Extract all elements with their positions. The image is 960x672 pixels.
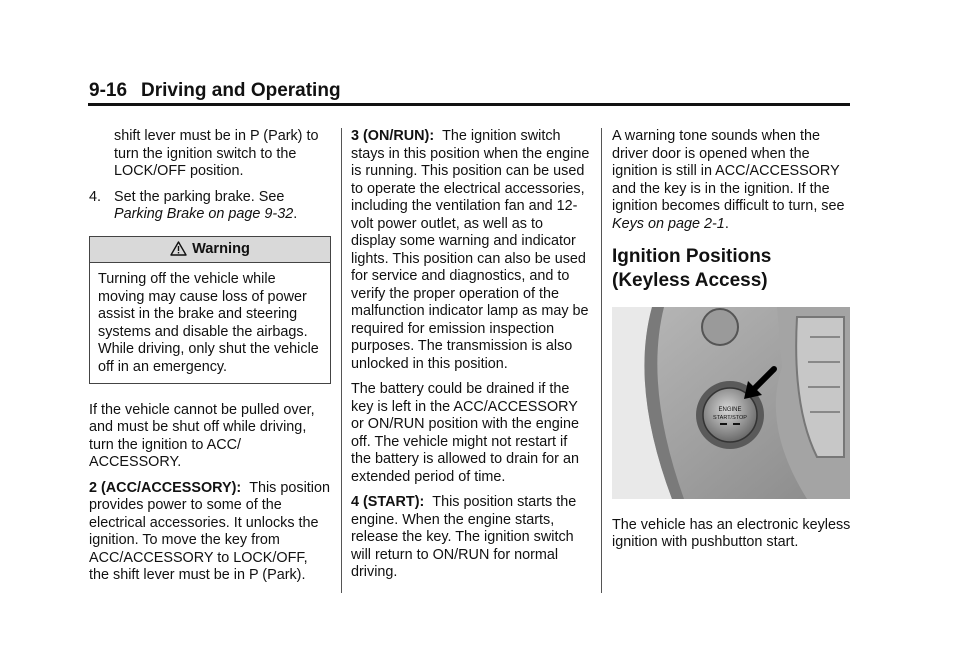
step-4 [89,189,331,224]
column-2 [351,128,591,590]
section-heading: Ignition Positions (Keyless Access) [612,246,772,291]
warning-title: Warning [192,240,250,257]
position-4-label: 4 (START): [351,494,425,510]
battery-paragraph: The battery could be drained if the key is left in the ACC/ACCESSORY or ON/RUN position with the engine off. The vehicle might not restart if the battery is allowed to drain for an extended period of time. [351,381,579,485]
button-label-start-stop: START/STOP [713,415,747,421]
section-title: Driving and Operating [141,80,341,101]
warning-box [89,236,331,384]
warning-tone-paragraph [612,128,852,233]
position-2-text: This position provides power to some of the electrical accessories. It unlocks the ignition. To move the key from ACC/ACCESSORY to LOCK/OFF, the shift lever must be in P (Park). [89,479,330,584]
header-rule [88,103,850,106]
keyless-paragraph: The vehicle has an electronic keyless ignition with pushbutton start. [612,516,851,550]
shutoff-paragraph: If the vehicle cannot be pulled over, and must be shut off while driving, turn the ignition to ACC/ ACCESSORY. [89,401,315,471]
warning-triangle-icon [170,241,187,256]
step-end: . [293,206,298,222]
position-4-paragraph [351,494,591,582]
step-cross-reference: Parking Brake on page 9-32 [114,206,294,222]
position-3-label: 3 (ON/RUN): [351,128,435,144]
position-4-text: This position starts the engine. When the engine starts, release the key. The ignition switch will return to ON/RUN for normal driving. [351,494,577,580]
step-number: 4. [89,188,102,205]
column-divider [341,128,342,593]
keyless-ignition-photo [612,307,850,499]
button-label-engine: ENGINE [718,407,742,413]
keys-cross-reference: Keys on page 2-1 [612,215,725,232]
position-2-label: 2 (ACC/ACCESSORY): [89,479,242,496]
warning-body: Turning off the vehicle while moving may cause loss of power assist in the brake and steering systems and disable the airbags. While driving, only shut the vehicle off in an emergency. [98,271,319,375]
step-instruction: Set the parking brake. See [114,188,285,205]
warning-tone-end: . [724,215,729,232]
position-2-paragraph [89,480,331,585]
column-divider [601,128,602,593]
warning-tone-text: A warning tone sounds when the driver door is opened when the ignition is still in ACC/ACCESSORY and the key is in the ignition. If the ignition becomes difficult to turn, see [612,128,845,214]
position-3-paragraph [351,128,591,373]
continued-step-text: shift lever must be in P (Park) to turn the ignition switch to the LOCK/OFF position. [114,128,319,179]
position-3-text: The ignition switch stays in this position when the engine is running. This position can be used to operate the electrical accessories, including the ventilation fan and 12-volt power outlet, as well as to display some warning and indicator lights. This position can also be used for service and diagnostics, and to verify the proper operation of the malfunction indicator lamp as may be required for emission inspection purposes. The transmission is also unlocked in this position. [351,128,590,372]
page-header [89,80,341,102]
column-1 [89,128,331,593]
column-3 [612,128,852,560]
step-text [114,189,297,224]
warning-header [90,237,330,264]
page-number: 9-16 [89,80,128,101]
